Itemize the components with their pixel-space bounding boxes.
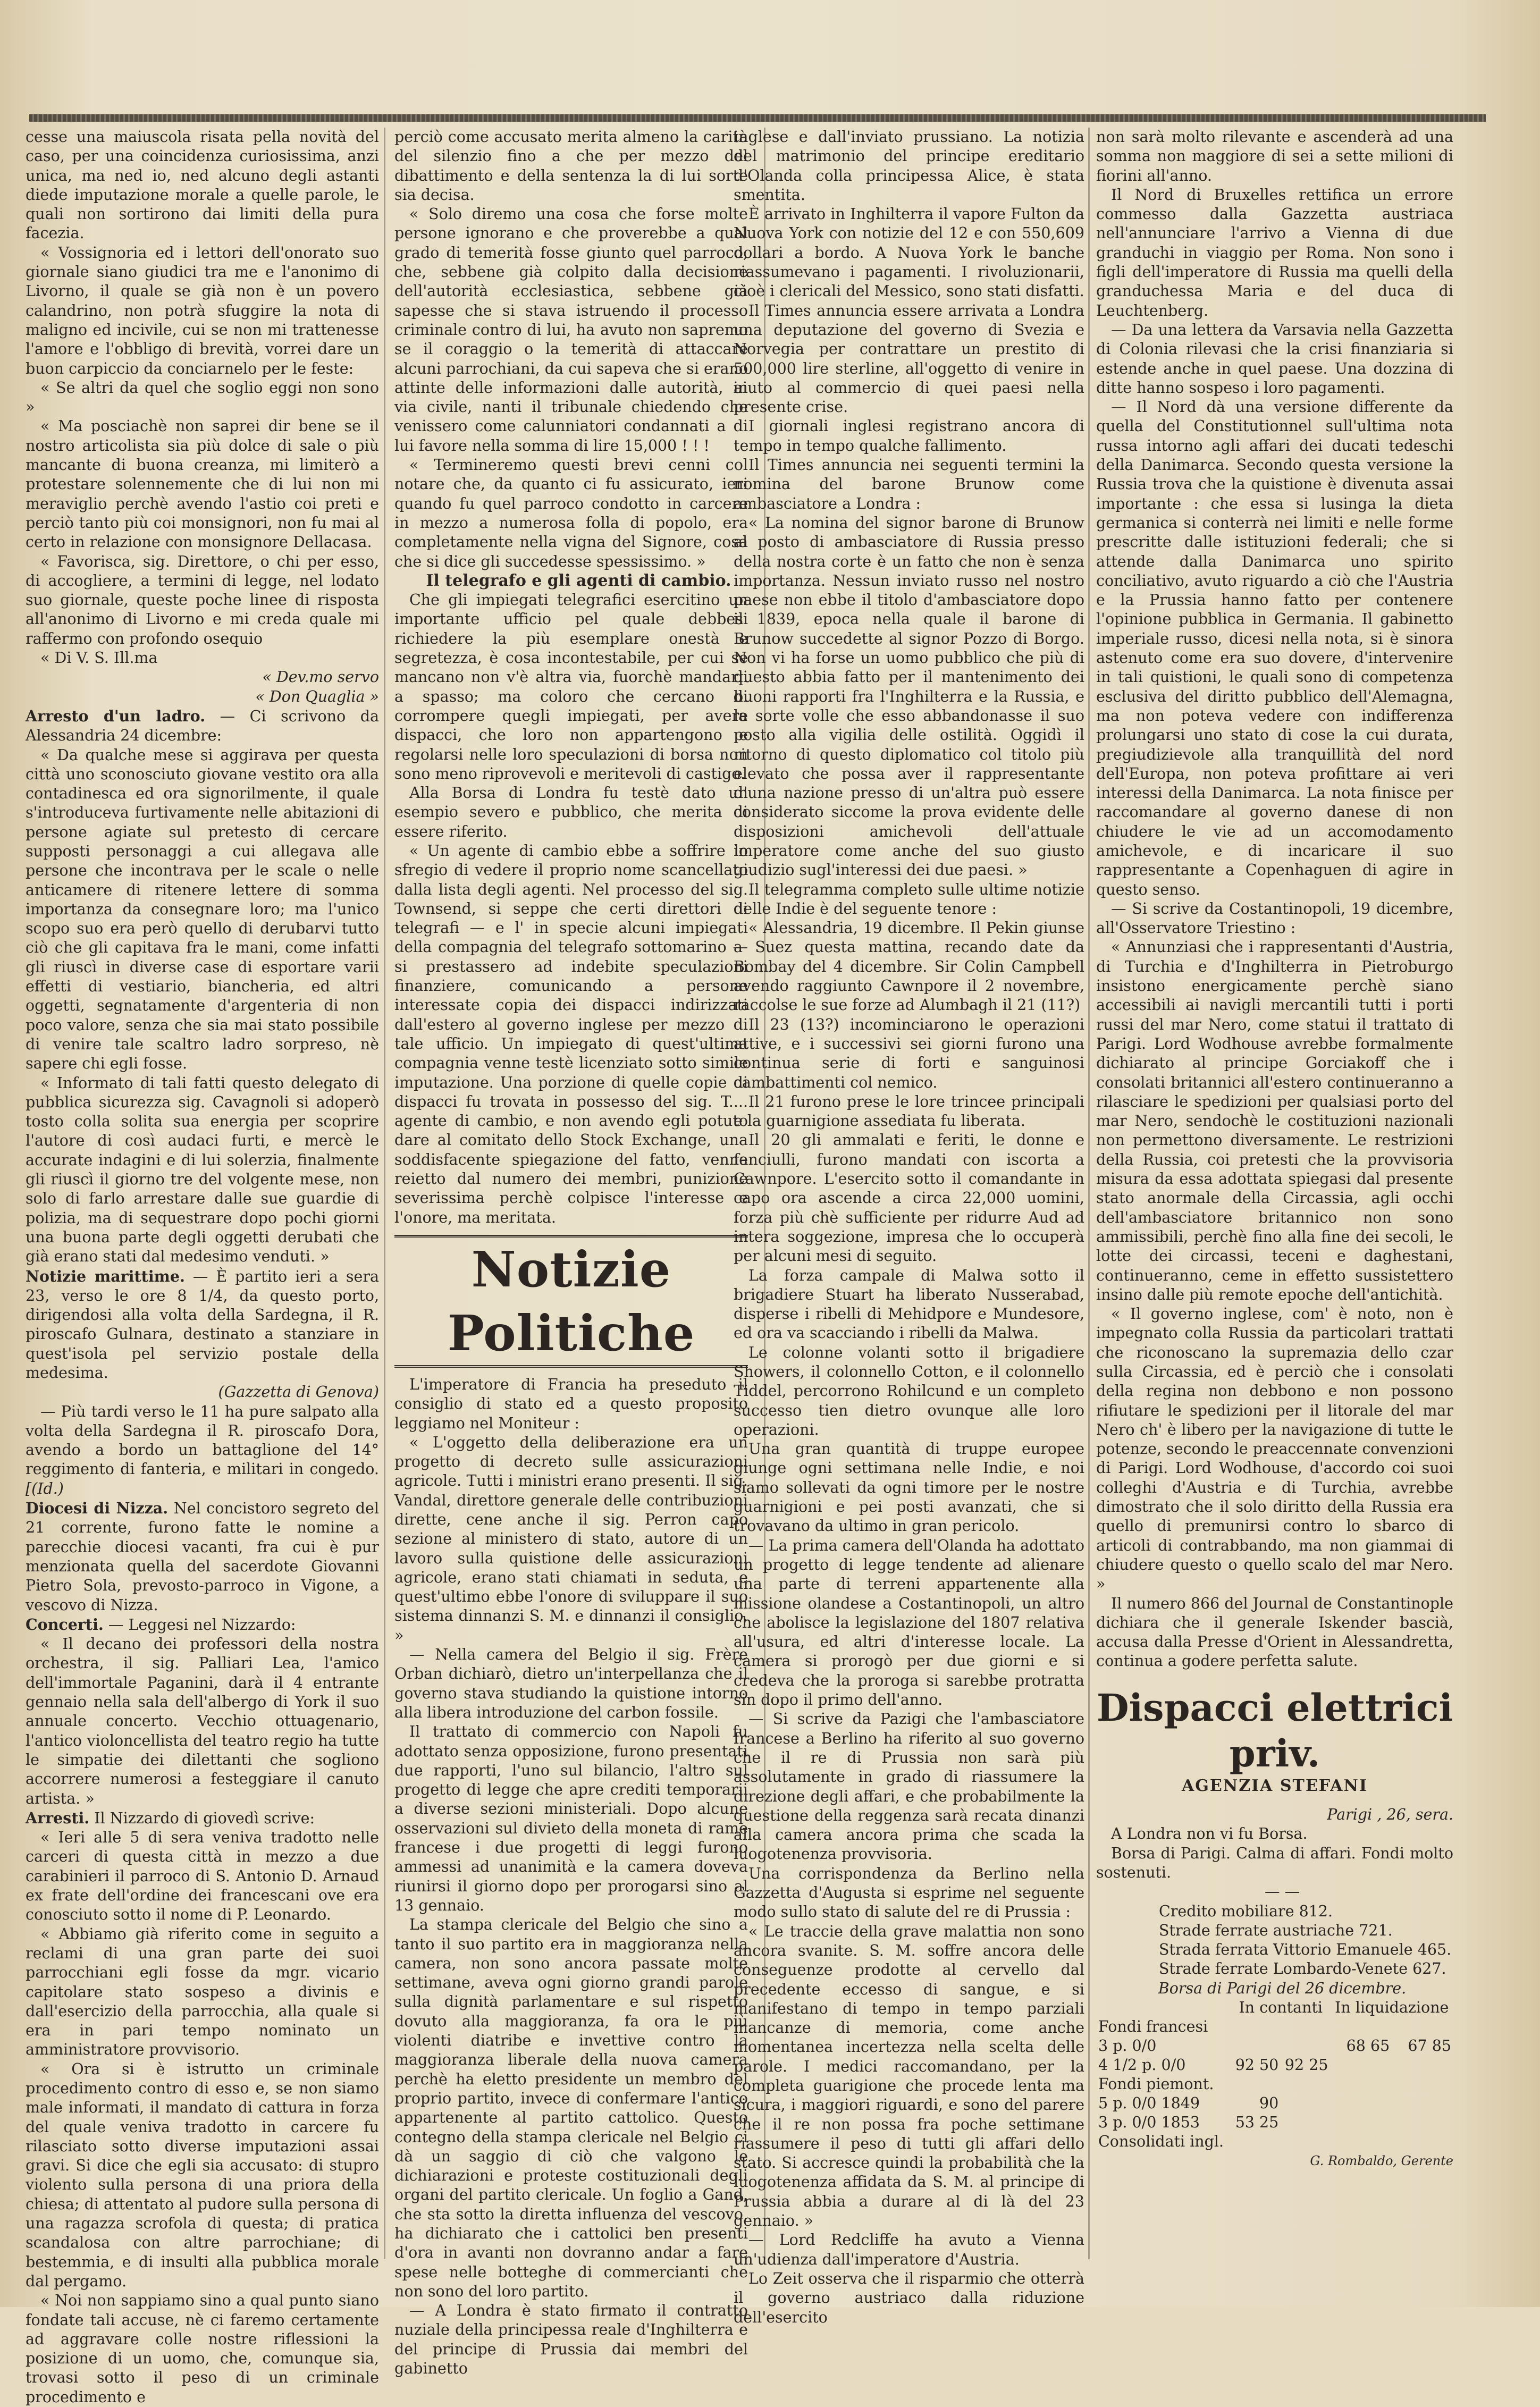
paragraph: Il 21 furono prese le lore trincee principali e la guarnigione assediata fu liberata. (734, 1092, 1084, 1130)
paragraph: « Di V. S. Ill.ma (40, 649, 158, 667)
table-cell (1392, 2017, 1453, 2036)
paragraph: A Londra non vi fu Borsa. (1111, 1825, 1308, 1843)
paragraph: « La nomina del signor barone di Brunow al posto di ambasciatore di Russia presso della nostra corte è un fatto che non è senza importanza. Nessun inviato russo nel nostro paese non ebbe il titolo d'ambasciatore dopo il 1839, epoca nella quale il barone di Brunow succedette al signor Pozzo di Borgo. Non vi ha forse un uomo pubblico che più di questo abbia fatto per il mantenimento dei buoni rapporti fra l'Inghilterra e la Russia, e la sorte volle che esso abbandonasse il suo posto alla vigilia delle ostilità. Oggidì il ritorno di questo diplomatico col titolo più elevato che possa aver il rappresentante d'una nazione presso di un'altra può essere considerato siccome la prova evidente delle disposizioni amichevoli dell'attuale imperatore come anche del suo giusto giudizio sugl'interessi dei due paesi. » (734, 514, 1084, 879)
table-col-header: In contanti (1239, 1999, 1323, 2017)
paragraph: Il telegramma completo sulle ultime notizie delle Indie è del seguente tenore : (734, 880, 1084, 918)
table-cell: 92 50 (1235, 2056, 1279, 2074)
paragraph: « Il governo inglese, com' è noto, non è impegnato colla Russia da particolari trattati che riconoscano la supremazia dello czar sulla Circassia, ed è perciò che i consolati della regina non debbono e non possono rifiutare le spedizioni per il litorale del mar Nero ch' è libero per la navigazione di tutte le potenze, secondo le preaccennate convenzioni di Parigi. Lord Wodhouse, d'accordo coi suoi colleghi d'Austria e di Turchia, avrebbe dimostrato che il solo diritto della Russia era quello di premunirsi contro lo sbarco di articoli di contrabbando, ma non giammai di chiudere questo o quello scalo del mar Nero. » (1096, 1305, 1453, 1593)
section-banner: Notizie Politiche (394, 1235, 748, 1368)
section-heading: Il telegrafo e gli agenti di cambio. (426, 571, 731, 590)
paragraph: La forza campale di Malwa sotto il brigadiere Stuart ha liberato Nusserabad, disperse i ribelli di Mehidpore e Mundesore, ed ora va scacciando i ribelli da Malwa. (734, 1266, 1084, 1342)
paragraph: cesse una maiuscola risata pella novità del caso, per una coincidenza curiosissima, anzi unica, ma ned io, ned alcuno degli astanti diede imputazione morale a quelle parole, le quali non sortirono dai limiti della pura facezia. (26, 128, 379, 242)
paragraph: inglese e dall'inviato prussiano. La notizia del matrimonio del principe ereditario d'Olanda colla principessa Alice, è stata smentita. (734, 128, 1084, 204)
quote-line: Strade ferrate austriache 721. (1159, 1921, 1393, 1939)
paragraph: Il trattato di commercio con Napoli fu adottato senza opposizione, furono presentati due rapporti, l'uno sul bilancio, l'altro sul progetto di legge che apre crediti temporarii a diverse sezioni ministeriali. Dopo alcune osservazioni sul divieto della moneta di rame francese i due progetti di leggi furono ammessi ad unanimità e la camera doveva riunirsi il giorno dopo per prorogarsi sino al 13 gennaio. (394, 1723, 748, 1914)
table-cell (1281, 2094, 1330, 2113)
paragraph: — Si scrive da Pazigi che l'ambasciatore francese a Berlino ha riferito al suo governo che il re di Prussia non sarà più assolutamente in grado di riassumere la direzione degli affari, e che probabilmente la questione della reggenza sarà recata dinanzi alla camera ancora prima che scada la luogotenenza provvisoria. (734, 1710, 1084, 1863)
paragraph: Il 23 (13?) incominciarono le operazioni attive, e i successivi sei giorni furono una continua serie di forti e sanguinosi cambattimenti col nemico. (734, 1015, 1084, 1091)
table-cell: 3 p. 0/0 (1098, 2037, 1157, 2055)
table-cell (1392, 2075, 1453, 2094)
paragraph: Il Nord di Bruxelles rettifica un errore commesso dalla Gazzetta austriaca nell'annunciare l'arrivo a Vienna di due granduchi in viaggio per Roma. Non sono i figli dell'imperatore di Russia ma quelli della granduchessa Maria e del duca di Leuchtenberg. (1096, 186, 1453, 319)
paragraph: La stampa clericale del Belgio che sino a tanto il suo partito era in maggioranza nella camera, non sono ancora passate molte settimane, aveva ogni giorno grandi parole sulla dignità parlamentare e sul rispetto dovuto alla maggioranza, fa ora le più violenti diatribe e invettive contro la maggioranza liberale della nuova camera perchè ha eletto presidente un membro del proprio partito, invece di confermare l'antico appartenente al partito cattolico. Questo contegno della stampa clericale nel Belgio ci dà un saggio di ciò che valgono le dichiarazioni e proteste costituzionali degli organi del partito clericale. Un foglio a Gand, che sta sotto la diretta influenza del vescovo, ha dichiarato che i cattolici ben presenti d'ora in avanti non dovranno andar a fare spese nelle botteghe di commercianti che non sono del loro partito. (394, 1916, 748, 2300)
paragraph: « Le traccie della grave malattia non sono ancora svanite. S. M. soffre ancora delle conseguenze prodotte al cervello dal precedente eccesso di sangue, e si manifestano di tempo in tempo parziali mancanze di memoria, come anche momentanea incertezza nella scelta delle parole. I medici raccomandano, per la completa guarigione che procede lenta ma sicura, i maggiori riguardi, e sono del parere che il re non possa fra poche settimane riassumere il peso di tutti gli affari dello stato. Si accresce quindi la probabilità che la luogotenenza affidata da S. M. al principe di Prussia abbia a durare al di là del 23 gennaio. » (734, 1922, 1084, 2230)
table-cell (1392, 2094, 1453, 2113)
paragraph: Una gran quantità di truppe europee giunge ogni settimana nelle Indie, e noi siamo sollevati da ogni timore per le nostre guarnigioni e pei posti avanzati, che si trovavano da ultimo in gran pericolo. (734, 1440, 1084, 1535)
article (26, 1267, 379, 1383)
table-cell (1231, 2017, 1281, 2036)
table-cell: 3 p. 0/0 1853 (1098, 2114, 1200, 2132)
paragraph: « Alessandria, 19 dicembre. Il Pekin giunse a Suez questa mattina, recando date da Bombay del 4 dicembre. Sir Colin Campbell avendo raggiunto Cawnpore il 2 novembre, raccolse le sue forze ad Alumbagh il 21 (11?) (734, 919, 1084, 1014)
table-cell: 4 1/2 p. 0/0 (1098, 2056, 1186, 2074)
table-cell (1281, 2132, 1330, 2151)
paragraph: « Il decano dei professori della nostra orchestra, il sig. Palliari Lea, l'amico dell'immortale Paganini, darà il 4 entrante gennaio nella sala dell'albergo di York il suo annuale concerto. Vecchio ottuagenario, l'antico violoncellista del teatro regio ha tutte le simpatie dei dilettanti che sogliono accorrere numerosi a festeggiare il canuto artista. » (26, 1635, 379, 1807)
quote-line: Strade ferrate Lombardo-Venete 627. (1159, 1960, 1446, 1978)
paragraph: — Da una lettera da Varsavia nella Gazzetta di Colonia rilevasi che la crisi finanziaria si estende anche in quel paese. Una dozzina di ditte hanno sospeso i loro pagamenti. (1096, 321, 1453, 397)
dispatch-box-subtitle: AGENZIA STEFANI (1182, 1776, 1368, 1795)
source-credit: [(Id.) (26, 1479, 64, 1497)
paragraph: Nel concistoro segreto del 21 corrente, furono fatte le nomine a parecchie diocesi vacanti, fra cui è pur menzionata quella del sacerdote Giovanni Pietro Sola, prevosto-parroco in Vigone, a vescovo di Nizza. (26, 1500, 380, 1614)
table-row (1096, 2132, 1453, 2151)
paragraph: « Ma posciachè non saprei dir bene se il nostro articolista sia più dolce di sale o più mancante di buona creanza, mi limiterò a protestare solennemente che di lui non mi meraviglio perchè avendo l'astio coi preti e perciò tanto più coi monsignori, non fu mai al certo in relazione con monsignore Dellacasa. (26, 417, 379, 551)
table-cell (1096, 1998, 1231, 2017)
table-row (1096, 2036, 1453, 2056)
article (26, 1615, 379, 1635)
paragraph: Il Times annuncia essere arrivata a Londra una deputazione del governo di Svezia e Norvegia per contrattare un prestito di 500,000 lire sterline, all'oggetto di venire in aiuto al commercio di quei paesi nella presente crise. (734, 301, 1084, 416)
paragraph: « Informato di tali fatti questo delegato di pubblica sicurezza sig. Cavagnoli si adoperò tosto colla solita sua energia per scoprire l'autore di così audaci furti, e mercè le accurate indagini e di lui solerzia, finalmente gli riuscì il giorno tre del volgente mese, non solo di farlo arrestare dalle sue guardie di polizia, ma di sequestrare dopo pochi giorni una buona parte degli oggetti derubati che già erano stati dal medesimo venduti. » (26, 1074, 379, 1266)
table-cell (1231, 2036, 1281, 2056)
table-cell: 67 85 (1408, 2037, 1451, 2055)
paragraph: « Annunziasi che i rappresentanti d'Austria, di Turchia e d'Inghilterra in Pietroburgo insistono energicamente perchè siano accessibili ai navigli mercantili tutti i porti russi del mar Nero, come statui il trattato di Parigi. Lord Wodhouse avrebbe formalmente dichiarato al principe Gorciakoff che i consolati britannici all'estero continueranno a rilasciare le spedizioni per qualsiasi porto del mar Nero, sendochè le costituzioni nazionali non permettono diversamente. Le restrizioni della Russia, coi pretesti che la provvisoria misura da essa adottata spiegasi dal presente stato anormale della Circassia, agli occhi dell'ambasciatore britannico non sono ammissibili, perchè fino alla fine dei secoli, le lotte dei circassi, teceni e daghestani, continueranno, ceme in effetto sussistettero insino dalle più remote epoche dell'antichità. (1096, 938, 1453, 1303)
paragraph: Le colonne volanti sotto il brigadiere Showers, il colonnello Cotton, e il colonnello Tiddel, percorrono Rohilcund e un completo successo tien dietro ovunque alle loro operazioni. (734, 1343, 1084, 1438)
table-row (1096, 2094, 1453, 2113)
article-heading: Arresti. (26, 1808, 90, 1827)
paragraph: Una corrispondenza da Berlino nella Gazzetta d'Augusta si esprime nel seguente modo sullo stato di salute del re di Prussia : (734, 1864, 1084, 1921)
article (26, 1402, 379, 1499)
paragraph: Il Nizzardo di giovedì scrive: (94, 1809, 315, 1827)
article (26, 706, 379, 746)
article (26, 1808, 379, 1828)
paragraph: L'imperatore di Francia ha preseduto il consiglio di stato ed a questo proposito leggiamo nel Moniteur : (394, 1375, 748, 1432)
table-col-header: In liquidazione (1335, 1999, 1449, 2017)
paragraph: « Termineremo questi brevi cenni col notare che, da quanto ci fu assicurato, ieri quando fu quel parroco condotto in carcere in mezzo a numerosa folla di popolo, era completamente nella vigna del Signore, cosa che si dice gli succedesse spessissimo. » (394, 456, 748, 570)
paragraph: « Favorisca, sig. Direttore, o chi per esso, di accogliere, a termini di legge, nel lodato suo giornale, queste poche linee di risposta all'anonimo di Livorno e mi creda quale mi raffermo con profondo osequio (26, 552, 379, 647)
paragraph: Lo Zeit osserva che il risparmio che otterrà il governo austriaco dalla riduzione dell'esercito (734, 2269, 1084, 2326)
paragraph: perciò come accusato merita almeno la carità del silenzio fino a che per mezzo del dibattimento e della sentenza la di lui sorte sia decisa. (394, 128, 748, 204)
paragraph: — Più tardi verso le 11 ha pure salpato alla volta della Sardegna il R. piroscafo Dora, avendo a bordo un battaglione del 14° reggimento di fanteria, e militari in congedo. (26, 1402, 379, 1478)
paragraph: — Leggesi nel Nizzardo: (108, 1615, 296, 1634)
paragraph: — Lord Redcliffe ha avuto a Vienna un'udienza dall'imperatore d'Austria. (734, 2231, 1084, 2268)
table-row (1096, 2017, 1453, 2036)
table-cell (1281, 2017, 1330, 2036)
top-rule (29, 114, 1486, 122)
table-row (1096, 2056, 1453, 2075)
paragraph: « Noi non sappiamo sino a qual punto siano fondate tali accuse, nè ci faremo certamente ad aggravare colle nostre riflessioni la posizione di un uomo, che, comunque sia, trovasi sotto il peso di un criminale procedimento e (26, 2292, 379, 2406)
paragraph: « Abbiamo già riferito come in seguito a reclami di una gran parte dei suoi parrocchiani egli fosse da mgr. vicario capitolare stato sospeso a divinis e dall'esercizio della parrocchia, alla quale si era in pari tempo nominato un amministratore provvisorio. (26, 1925, 379, 2059)
table-cell (1281, 2036, 1330, 2056)
table-cell: Consolidati ingl. (1098, 2133, 1224, 2151)
separator: — — (1264, 1883, 1300, 1901)
paragraph: « L'oggetto della deliberazione era un progetto di decreto sulle assicurazioni agricole. Tutti i ministri erano presenti. Il sig. Vandal, direttore generale delle contribuzioni dirette, cene anche il sig. Perron capo sezione al ministero di stato, autore di un lavoro sulla quistione delle assicurazioni agricole, erano stati chiamati in seduta, e quest'ultimo ebbe l'onore di sviluppare il suo sistema dinnanzi S. M. e dinnanzi il consiglio. » (394, 1433, 748, 1644)
table-cell (1231, 2132, 1281, 2151)
publisher-signature: G. Rombaldo, Gerente (1310, 2153, 1453, 2169)
stock-table (1096, 1998, 1453, 2151)
signature-name: « Don Quaglia » (255, 687, 379, 705)
article-heading: Diocesi di Nizza. (26, 1499, 169, 1518)
paragraph: — Ci scrivono da Alessandria 24 dicembre: (26, 707, 380, 745)
table-cell (1331, 2075, 1392, 2094)
column-2 (394, 128, 748, 2378)
column-4 (1096, 128, 1453, 2265)
paragraph: Alla Borsa di Londra fu testè dato un esempio severo e pubblico, che merita di essere riferito. (394, 784, 748, 840)
table-cell: 90 (1259, 2094, 1279, 2113)
table-cell: Fondi piemont. (1098, 2075, 1214, 2093)
paragraph: — Si scrive da Costantinopoli, 19 dicembre, all'Osservatore Triestino : (1096, 899, 1453, 937)
column-divider (384, 128, 385, 2259)
paragraph: « Da qualche mese si aggirava per questa città uno sconosciuto giovane vestito ora alla contadinesca ed ora signorilmente, il quale s'introduceva furtivamente nelle abitazioni di persone agiate sul pretesto di cercare supposti personaggi a cui allegava alle persone che incontrava per le scale o nelle anticamere di ritenere lettere di somma importanza da consegnare loro; ma l'unico scopo suo era però quello di derubarvi tutto ciò che gli capitava fra le mani, come infatti gli riuscì in diverse case di esportare varii effetti di vestiario, biancheria, ed altri oggetti, segnatamente d'argenteria di non poco valore, senza che sia mai stato possibile di venire tale scaltro ladro sorpreso, nè sapere chi egli fosse. (26, 746, 379, 1073)
article-heading: Arresto d'un ladro. (26, 706, 206, 725)
table-cell (1392, 2056, 1453, 2075)
paragraph: « Solo diremo una cosa che forse molte persone ignorano e che proverebbe a qual grado di temerità fosse giunto quel parroco, che, sebbene già colpito dalla decisione dell'autorità ecclesiastica, sebbene già sapesse che si stava istruendo il processo criminale contro di lui, ha avuto non sapremo se il coraggio o la temerità di attaccare alcuni parrochiani, da cui sapeva che si erano attinte delle informazioni dalle autorità, in via civile, nanti il tribunale chiedendo che venissero come calunniatori condannati a di lui favore nella somma di lire 15,000 ! ! ! (394, 205, 748, 455)
table-cell: 92 25 (1284, 2056, 1328, 2074)
paragraph: — A Londra è stato firmato il contratto nuziale della principessa reale d'Inghilterra e del principe di Prussia dai membri del gabinetto (394, 2302, 748, 2378)
table-row (1096, 2075, 1453, 2094)
table-cell (1331, 2056, 1392, 2075)
table-header-row (1096, 1998, 1453, 2017)
table-cell: Fondi francesi (1098, 2018, 1208, 2036)
table-cell (1331, 2017, 1392, 2036)
paragraph: Il Times annuncia nei seguenti termini la nomina del barone Brunow come ambasciatore a Londra : (734, 456, 1084, 512)
paragraph: Che gli impiegati telegrafici esercitino un importante ufficio pel quale debbesi richiedere la più esemplare onestà e segretezza, è cosa incontestabile, per cui se mancano non v'è altra via, fuorchè mandarli a spasso; ma coloro che cercano di corrompere quegli impiegati, per avere dispacci, che loro non appartengono e regolarsi nelle loro speculazioni di borsa non sono meno riprovevoli e meritevoli di castigo. (394, 591, 748, 782)
paragraph: « Un agente di cambio ebbe a soffrire lo sfregio di vedere il proprio nome scancellato dalla lista degli agenti. Nel processo del sig. Townsend, si seppe che certi direttori di telegrafi — e l' in specie alcuni impiegati della compagnia del telegrafo sottomarino — si prestassero ad indebite speculazioni finanziere, comunicando a persone interessate copia dei dispacci indirizzati dall'estero al governo inglese per mezzo di tale ufficio. Un impiegato di quest'ultima compagnia venne testè licenziato sotto simile imputazione. Una porzione di quelle copie di dispacci fu trovata in possesso del sig. T.... agente di cambio, e non avendo egli potuto dare al comitato dello Stock Exchange, una soddisfacente spiegazione del fatto, venne reietto dal numero dei membri, punizione severissima perchè colpisce l'interesse e l'onore, ma meritata. (394, 841, 748, 1226)
dispatch-box-title: Dispacci elettrici priv. (1096, 1685, 1453, 1775)
column-3 (734, 128, 1084, 2326)
paragraph: — È partito ieri a sera 23, verso le ore 8 1/4, da questo porto, dirigendosi alla volta della Sardegna, il R. piroscafo Gulnara, destinato a stanziare in quest'isola pel servizio postale della medesima. (26, 1267, 380, 1382)
paragraph: Borsa di Parigi. Calma di affari. Fondi molto sostenuti. (1096, 1844, 1453, 1881)
table-cell (1331, 2094, 1392, 2113)
table-cell (1392, 2132, 1453, 2151)
paragraph: « Vossignoria ed i lettori dell'onorato suo giornale siano giudici tra me e l'anonimo di Livorno, il quale se già non è un povero calandrino, non potrà sfuggire la nota di maligno ed incivile, cui se non mi trattenesse l'amore e l'obbligo di brevità, vorrei dare un buon carpiccio da conciarnelo per le feste: (26, 243, 379, 377)
table-row (1096, 2113, 1453, 2132)
table-cell (1331, 2113, 1392, 2132)
paragraph: Il 20 gli ammalati e feriti, le donne e fanciulli, furono mandati con iscorta a Cawnpore. L'esercito sotto il comandante in capo ora ascende a circa 22,000 uomini, forza più chè sufficiente per ridurre Aud ad intera soggezione, impresa che lo occuperà per alcuni mesi di seguito. (734, 1131, 1084, 1265)
article-heading: Concerti. (26, 1615, 104, 1634)
paragraph: È arrivato in Inghilterra il vapore Fulton da Nuova York con notizie del 12 e con 550,609 dollari a bordo. A Nuova York le banche riassumevano i pagamenti. I rivoluzionarii, cioè i clericali del Messico, sono stati disfatti. (734, 205, 1084, 300)
table-cell: 68 65 (1346, 2037, 1390, 2055)
paragraph: I giornali inglesi registrano ancora di tempo in tempo qualche fallimento. (734, 417, 1084, 455)
paragraph: — La prima camera dell'Olanda ha adottato un progetto di legge tendente ad alienare una parte di terreni appartenente alla missione olandese a Costantinopoli, un altro che abolisce la legislazione del 1807 relativa all'usura, ed altri d'interesse locale. La camera si prorogò per due giorni e si credeva che la proroga si sarebbe protratta sin dopo il primo dell'anno. (734, 1536, 1084, 1709)
table-cell: 53 25 (1235, 2114, 1279, 2132)
column-divider (1088, 128, 1090, 2259)
paragraph: « Se altri da quel che soglio eggi non sono » (26, 378, 379, 416)
paragraph: Il numero 866 del Journal de Constantinople dichiara che il generale Iskender bascià, accusa dalla Presse d'Orient in Alessandretta, continua a godere perfetta salute. (1096, 1594, 1453, 1670)
table-cell (1392, 2113, 1453, 2132)
table-cell (1281, 2075, 1330, 2094)
paragraph: « Ora si è istrutto un criminale procedimento contro di esso e, se non siamo male informati, il mandato di cattura in forza del quale veniva tradotto in carcere fu rilasciato sotto diverse imputazioni assai gravi. Si dice che egli sia accusato: di stupro violento sulla persona di una priora della chiesa; di attentato al pudore sulla persona di una ragazza scrofola di questa; di pratica scandalosa con altre parrochiane; di bestemmia, e di insulti alla pubblica morale dal pergamo. (26, 2060, 379, 2290)
table-cell (1331, 2132, 1392, 2151)
source-credit: (Gazzetta di Genova) (218, 1383, 379, 1401)
quote-line: Credito mobiliare 812. (1159, 1902, 1333, 1920)
paragraph: — Il Nord dà una versione differente da quella del Constitutionnel sull'ultima nota russa intorno agli affari dei ducati tedeschi della Danimarca. Secondo questa versione la Russia trova che la quistione è divenuta assai importante : che essa si lusinga la dieta germanica si conterrà nei limiti e nelle forme prescritte dalle istituzioni federali; che si attende dalla Danimarca uno spirito conciliativo, avuto riguardo a ciò che l'Austria e la Prussia hanno fatto per contenere l'opinione pubblica in Germania. Il gabinetto imperiale russo, dicesi nella nota, si è sinora astenuto come era suo dovere, d'intervenire in tali quistioni, le quali sono di competenza esclusiva del diritto pubblico dell'Alemagna, ma non poteva vedere con indifferenza prolungarsi uno stato di cose la cui durata, pregiudizievole alla tranquillità del nord dell'Europa, non poteva profittare ai veri interessi della Danimarca. La nota finisce per raccomandare al governo danese di non chiudere le vie ad un accomodamento amichevole, e di incaricare il suo rappresentante a Copenhaguen di agire in questo senso. (1096, 398, 1453, 898)
signature-line: « Dev.mo servo (262, 668, 379, 686)
article-heading: Notizie marittime. (26, 1267, 185, 1285)
quote-line: Strada ferrata Vittorio Emanuele 465. (1159, 1941, 1452, 1959)
table-cell (1281, 2113, 1330, 2132)
paragraph: non sarà molto rilevante e ascenderà ad una somma non maggiore di sei a sette milioni di fiorini all'anno. (1096, 128, 1453, 184)
paragraph: — Nella camera del Belgio il sig. Frère Orban dichiarò, dietro un'interpellanza che il governo stava studiando la quistione intorno alla libera introduzione del carbon fossile. (394, 1646, 748, 1721)
table-cell: 5 p. 0/0 1849 (1098, 2094, 1200, 2113)
table-heading: Borsa di Parigi del 26 dicembre. (1158, 1979, 1407, 1997)
dateline: Parigi , 26, sera. (1327, 1806, 1453, 1824)
column-1 (26, 128, 380, 2406)
table-cell (1231, 2075, 1281, 2094)
article (26, 1499, 379, 1615)
paragraph: « Ieri alle 5 di sera veniva tradotto nelle carceri di questa città in mezzo a due carabinieri il parroco di S. Antonio D. Arnaud ex frate dell'ordine dei francescani ove era conosciuto sotto il nome di P. Leonardo. (26, 1829, 379, 1924)
